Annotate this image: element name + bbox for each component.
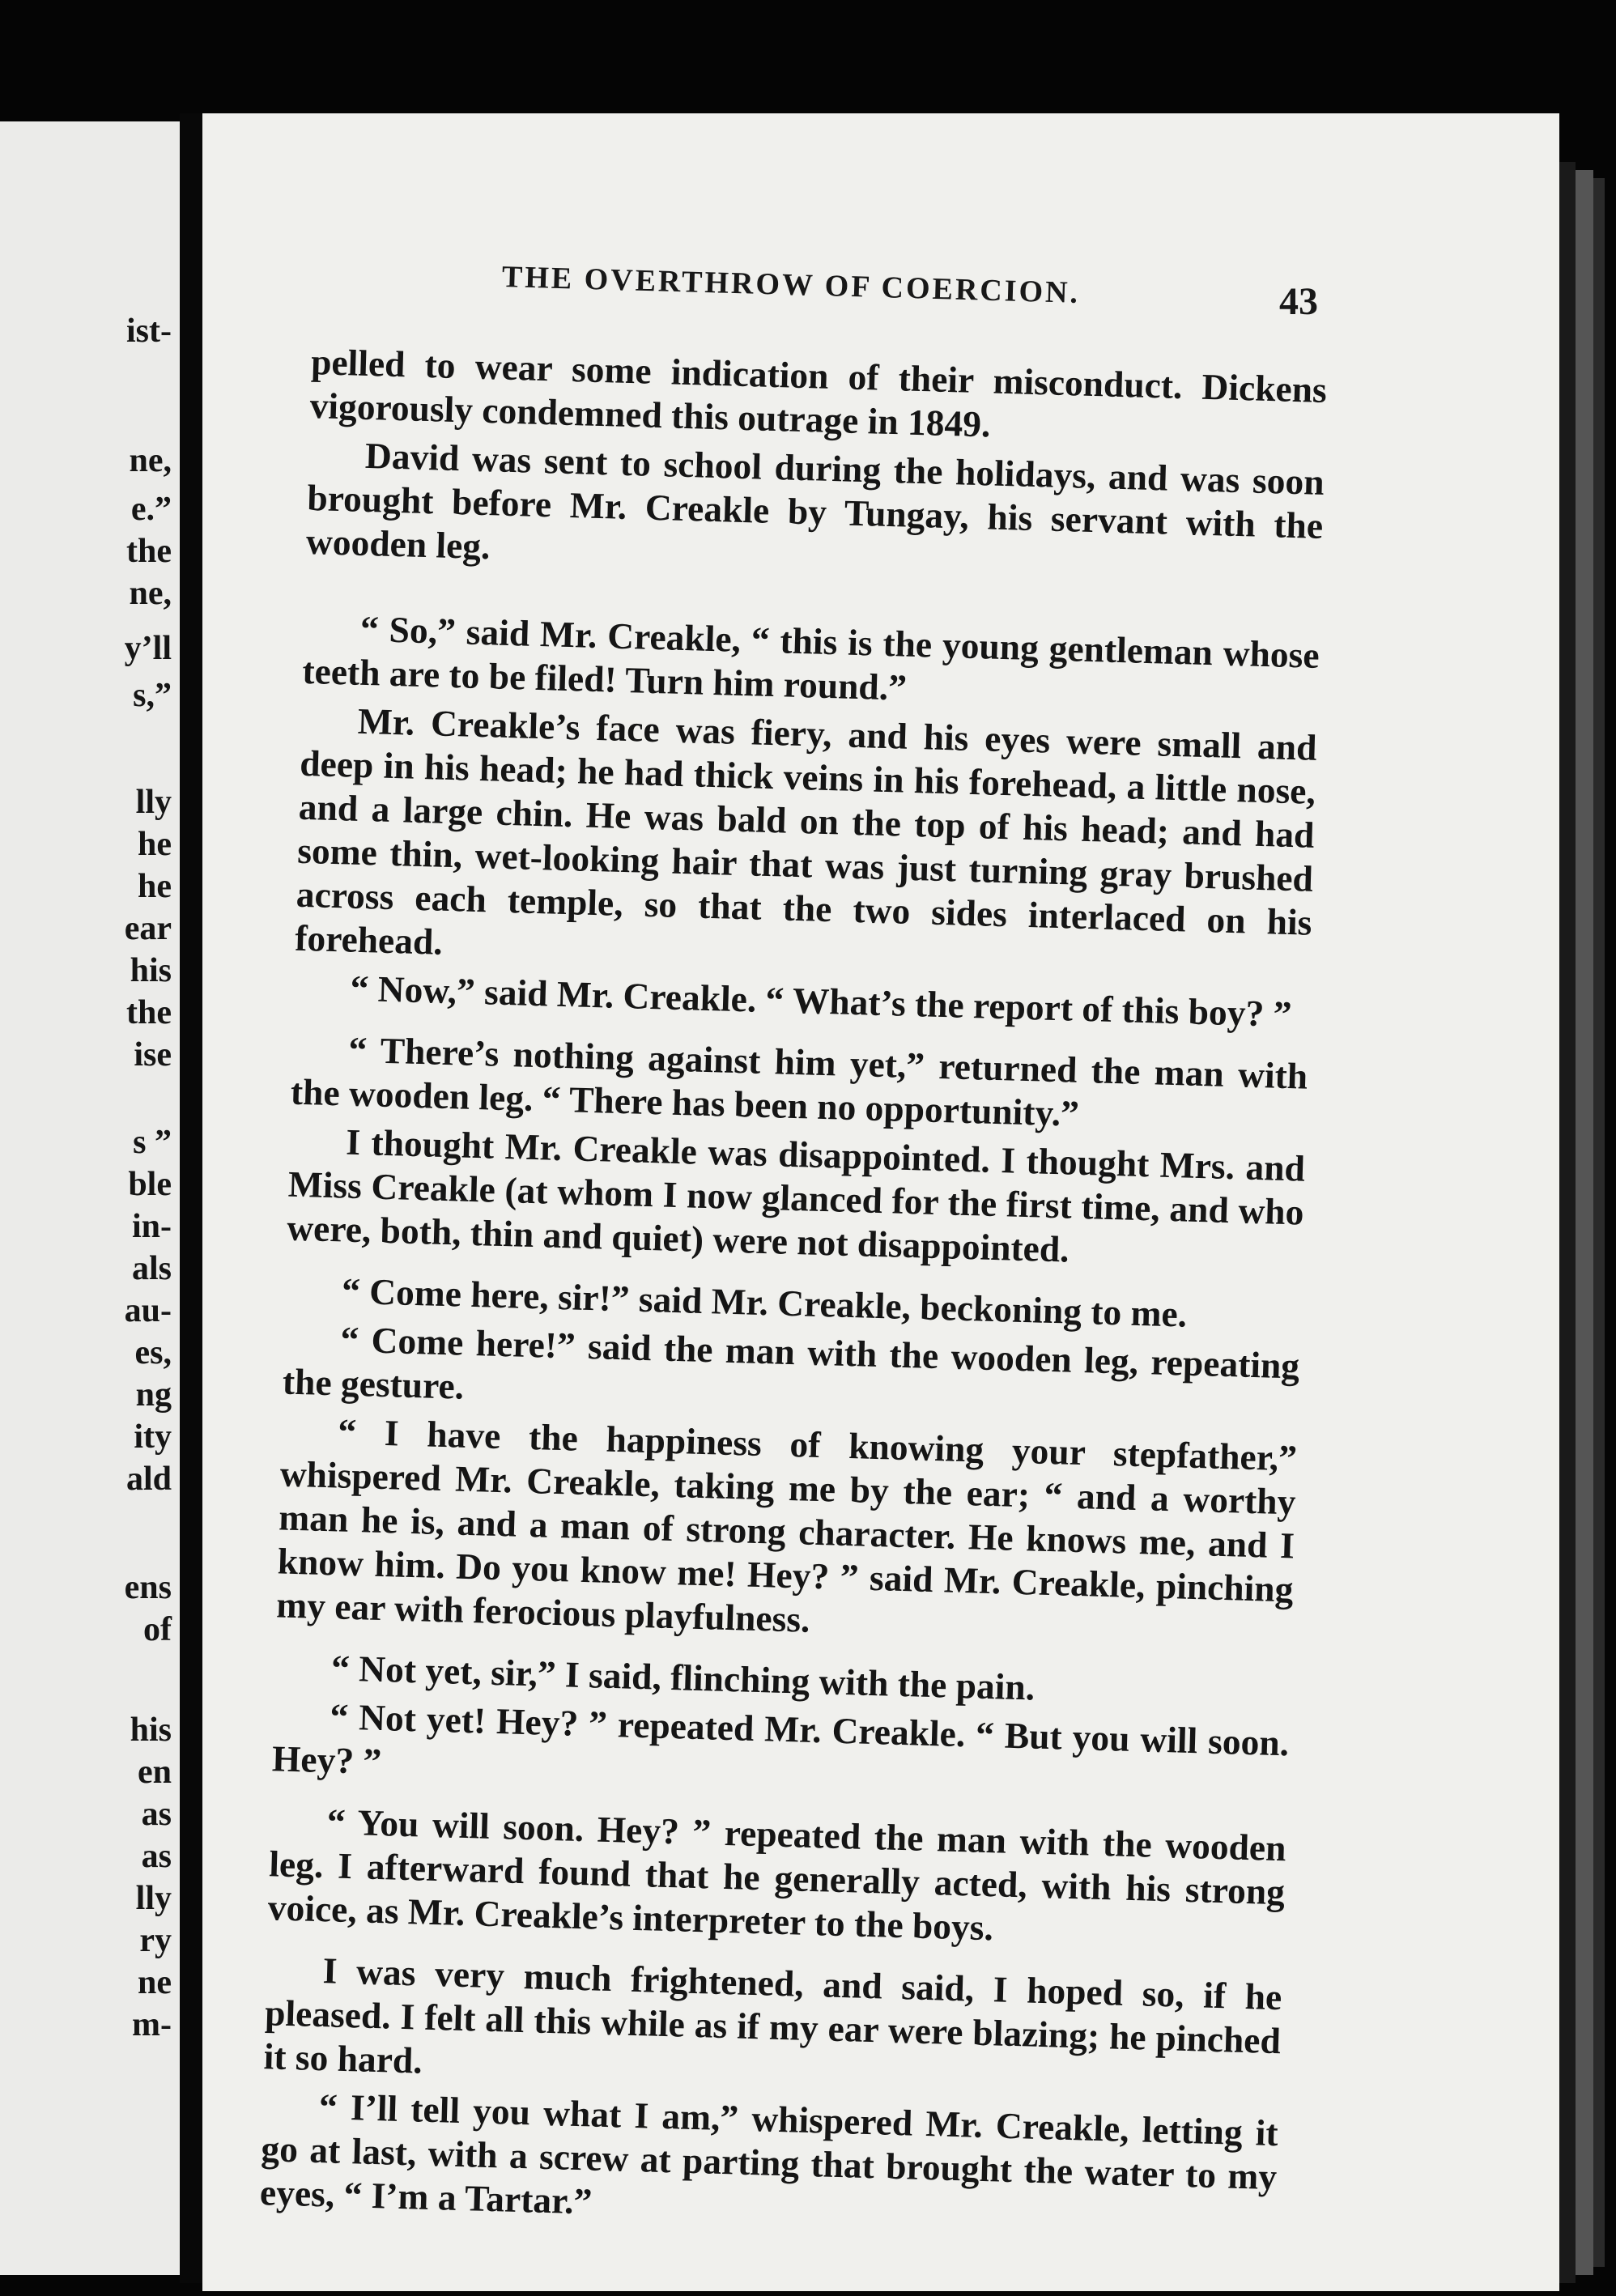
paragraph: “ Come here!” said the man with the wooden leg, repeating the gesture. bbox=[282, 1318, 1300, 1407]
paragraph: “ I’ll tell you what I am,” whispered Mr. Creakle, letting it go at last, with a screw at parting that brought the water to my eyes, “ I’m a Tartar.” bbox=[259, 2086, 1279, 2222]
left-fragment-line: als bbox=[131, 1250, 172, 1287]
left-fragment-line: the bbox=[126, 533, 172, 570]
paragraph: “ You will soon. Hey? ” repeated the man with the wooden leg. I afterward found that he generally acted, with his strong voice, as Mr. Creakle’s interpreter to the boys. bbox=[267, 1801, 1287, 1949]
left-fragment-line: he bbox=[138, 868, 172, 905]
paragraph: David was sent to school during the holidays, and was soon brought before Mr. Creakle by Tungay, his servant with the wooden leg. bbox=[305, 434, 1325, 568]
left-fragment-line: y’ll bbox=[124, 630, 172, 667]
left-fragment-line: ble bbox=[128, 1166, 172, 1203]
left-fragment-line: lly bbox=[135, 1880, 172, 1917]
page-edge bbox=[1576, 170, 1593, 2275]
paragraph: “ So,” said Mr. Creakle, “ this is the young gentleman whose teeth are to be filed! Turn him round.” bbox=[301, 607, 1320, 708]
left-fragment-line: es, bbox=[134, 1334, 172, 1371]
left-fragment-line: as bbox=[141, 1838, 172, 1875]
left-fragment-line: in- bbox=[131, 1208, 172, 1245]
left-fragment-line: ity bbox=[134, 1418, 172, 1456]
paragraph: “ Not yet, sir,” I said, flinching with the pain. bbox=[330, 1647, 1036, 1708]
left-fragment-line: au- bbox=[124, 1292, 172, 1329]
left-fragment-line: ist- bbox=[126, 313, 172, 350]
book-gutter bbox=[180, 113, 202, 2283]
left-fragment-line: s,” bbox=[133, 677, 172, 714]
left-fragment-line: e.” bbox=[130, 491, 172, 528]
left-fragment-line: lly bbox=[135, 784, 172, 821]
left-fragment-line: his bbox=[130, 1711, 172, 1749]
left-fragment-line: of bbox=[143, 1611, 172, 1648]
paragraph: Mr. Creakle’s face was fiery, and his eyes were small and deep in his head; he had thick veins in his forehead, a little nose, and a large chin. He was bald on the top of his head; and had some thin, wet-looking hair that was just turning gray brushed across each temple, so that the two sides interlaced on his forehead. bbox=[294, 699, 1318, 963]
paragraph: I thought Mr. Creakle was disappointed. I thought Mrs. and Miss Creakle (at whom I now glanced for the first time, and who were, both, thin and quiet) were not disappointed. bbox=[286, 1120, 1306, 1270]
paragraph: I was very much frightened, and said, I hoped so, if he pleased. I felt all this while as if my ear were blazing; he pinched it so hard. bbox=[263, 1949, 1283, 2081]
left-fragment-line: he bbox=[138, 826, 172, 863]
left-page-text-fragments bbox=[0, 121, 180, 2275]
left-fragment-line: ear bbox=[124, 910, 172, 947]
left-fragment-line: ng bbox=[135, 1376, 172, 1414]
paragraph: “ There’s nothing against him yet,” returned the man with the wooden leg. “ There has been no opportunity.” bbox=[290, 1028, 1308, 1134]
page-edge bbox=[1559, 162, 1576, 2283]
body-text bbox=[259, 340, 1327, 2243]
left-fragment-line: m- bbox=[132, 2006, 172, 2043]
left-fragment-line: en bbox=[138, 1754, 172, 1791]
left-facing-page bbox=[0, 121, 180, 2275]
left-fragment-line: ald bbox=[125, 1461, 172, 1498]
paragraph: “ Not yet! Hey? ” repeated Mr. Creakle. “ But you will soon. Hey? ” bbox=[271, 1695, 1290, 1783]
left-fragment-line: ne, bbox=[129, 442, 172, 479]
left-fragment-line: ne bbox=[138, 1964, 172, 2001]
left-fragment-line: ens bbox=[124, 1569, 172, 1606]
left-fragment-line: ise bbox=[134, 1036, 172, 1074]
paragraph: “ Now,” said Mr. Creakle. “ What’s the report of this boy? ” bbox=[349, 967, 1293, 1035]
paragraph: “ Come here, sir!” said Mr. Creakle, beckoning to me. bbox=[341, 1269, 1188, 1335]
left-fragment-line: ry bbox=[139, 1922, 172, 1959]
left-fragment-line: as bbox=[141, 1796, 172, 1833]
paragraph: pelled to wear some indication of their misconduct. Dickens vigorously condemned this outrage in 1849. bbox=[309, 340, 1328, 445]
left-fragment-line: ne, bbox=[129, 575, 172, 612]
page-number: 43 bbox=[1279, 280, 1318, 323]
running-head: THE OVERTHROW OF COERCION. bbox=[501, 260, 1081, 310]
paragraph: “ I have the happiness of knowing your stepfather,” whispered Mr. Creakle, taking me by the ear; “ and a worthy man he is, and a man of strong character. He knows me, and I know him. Do you know me! Hey? ” said Mr. Creakle, pinching my ear with ferocious playfulness. bbox=[275, 1410, 1298, 1640]
left-fragment-line: his bbox=[130, 952, 172, 989]
left-fragment-line: s ” bbox=[133, 1124, 172, 1161]
left-fragment-line: the bbox=[126, 994, 172, 1031]
page-edge bbox=[1593, 178, 1605, 2267]
